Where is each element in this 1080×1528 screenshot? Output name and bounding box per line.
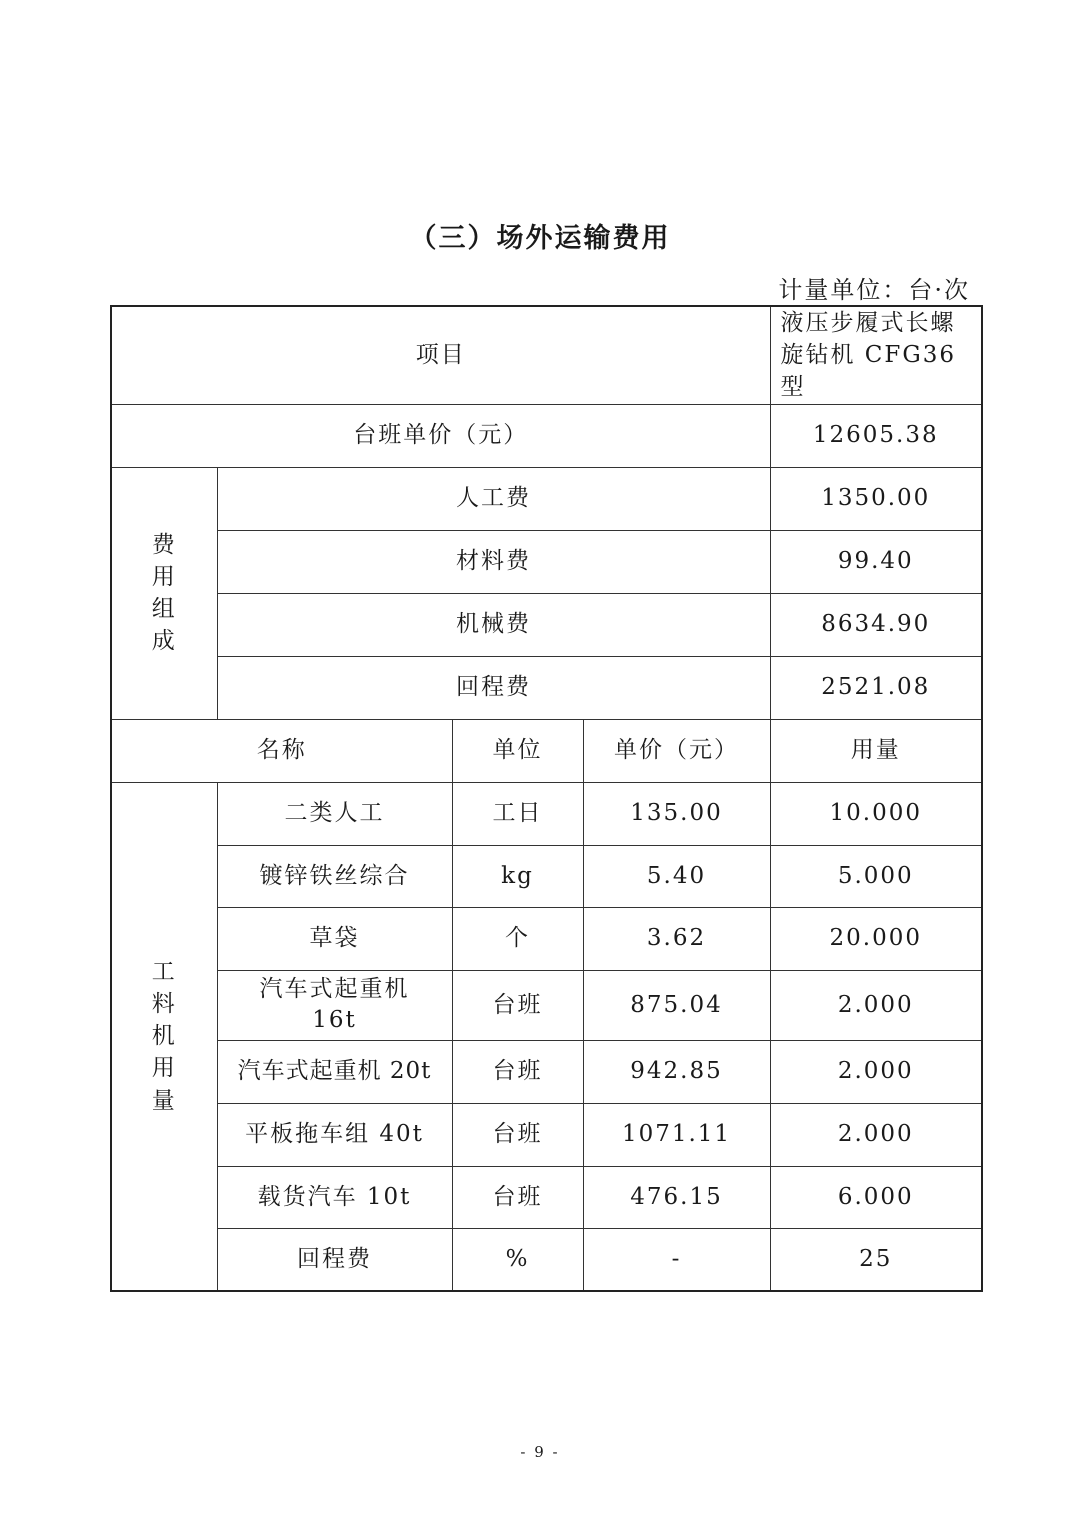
- row-name: 载货汽车 10t: [217, 1166, 452, 1228]
- page-title: （三）场外运输费用: [409, 223, 671, 254]
- row-quantity: 20.000: [770, 907, 982, 970]
- table-row: [111, 907, 982, 970]
- table-row: [111, 782, 982, 845]
- unit-price-column-header: 单价（元）: [583, 719, 770, 782]
- cost-value: 8634.90: [770, 593, 982, 656]
- row-unit: kg: [452, 845, 583, 907]
- table-row: [111, 1040, 982, 1103]
- row-name: 平板拖车组 40t: [217, 1103, 452, 1166]
- row-price: 476.15: [583, 1166, 770, 1228]
- cost-row: [111, 656, 982, 719]
- cost-row: [111, 467, 982, 530]
- table-row: [111, 970, 982, 1040]
- row-price: 5.40: [583, 845, 770, 907]
- name-column-header: 名称: [111, 719, 452, 782]
- item-header: 项目: [111, 306, 770, 404]
- row-unit: 台班: [452, 1103, 583, 1166]
- row-quantity: 25: [770, 1228, 982, 1291]
- row-quantity: 2.000: [770, 1040, 982, 1103]
- row-name: 镀锌铁丝综合: [217, 845, 452, 907]
- row-price: 875.04: [583, 970, 770, 1040]
- row-price: 1071.11: [583, 1103, 770, 1166]
- row-quantity: 10.000: [770, 782, 982, 845]
- column-header-row: [111, 719, 982, 782]
- row-quantity: 2.000: [770, 1103, 982, 1166]
- table-row: [111, 1228, 982, 1291]
- row-quantity: 6.000: [770, 1166, 982, 1228]
- cost-value: 1350.00: [770, 467, 982, 530]
- shift-price-value: 12605.38: [770, 404, 982, 467]
- table-row: [111, 845, 982, 907]
- cost-composition-label: 费 用 组 成: [111, 467, 217, 719]
- row-name: 草袋: [217, 907, 452, 970]
- quantity-column-header: 用量: [770, 719, 982, 782]
- cost-label: 人工费: [217, 467, 770, 530]
- cost-label: 材料费: [217, 530, 770, 593]
- cost-table: [110, 305, 983, 1292]
- table-row: [111, 1103, 982, 1166]
- page-number: - 9 -: [520, 1443, 560, 1461]
- header-row: [111, 306, 982, 404]
- row-name: 二类人工: [217, 782, 452, 845]
- cost-row: [111, 593, 982, 656]
- cost-label: 回程费: [217, 656, 770, 719]
- row-price: 135.00: [583, 782, 770, 845]
- row-unit: 台班: [452, 1166, 583, 1228]
- row-price: -: [583, 1228, 770, 1291]
- row-name: 回程费: [217, 1228, 452, 1291]
- row-unit: 工日: [452, 782, 583, 845]
- shift-price-row: [111, 404, 982, 467]
- cost-value: 2521.08: [770, 656, 982, 719]
- usage-group-label: 工 料 机 用 量: [111, 782, 217, 1291]
- unit-column-header: 单位: [452, 719, 583, 782]
- row-unit: %: [452, 1228, 583, 1291]
- row-name: 汽车式起重机 16t: [217, 970, 452, 1040]
- row-quantity: 2.000: [770, 970, 982, 1040]
- measurement-unit: 计量单位：台·次: [778, 276, 970, 304]
- row-quantity: 5.000: [770, 845, 982, 907]
- row-price: 3.62: [583, 907, 770, 970]
- cost-label: 机械费: [217, 593, 770, 656]
- row-price: 942.85: [583, 1040, 770, 1103]
- cost-value: 99.40: [770, 530, 982, 593]
- row-unit: 台班: [452, 970, 583, 1040]
- table-row: [111, 1166, 982, 1228]
- machine-header: 液压步履式长螺旋钻机 CFG36型: [770, 306, 982, 404]
- shift-price-label: 台班单价（元）: [111, 404, 770, 467]
- cost-row: [111, 530, 982, 593]
- row-unit: 台班: [452, 1040, 583, 1103]
- row-unit: 个: [452, 907, 583, 970]
- row-name: 汽车式起重机 20t: [217, 1040, 452, 1103]
